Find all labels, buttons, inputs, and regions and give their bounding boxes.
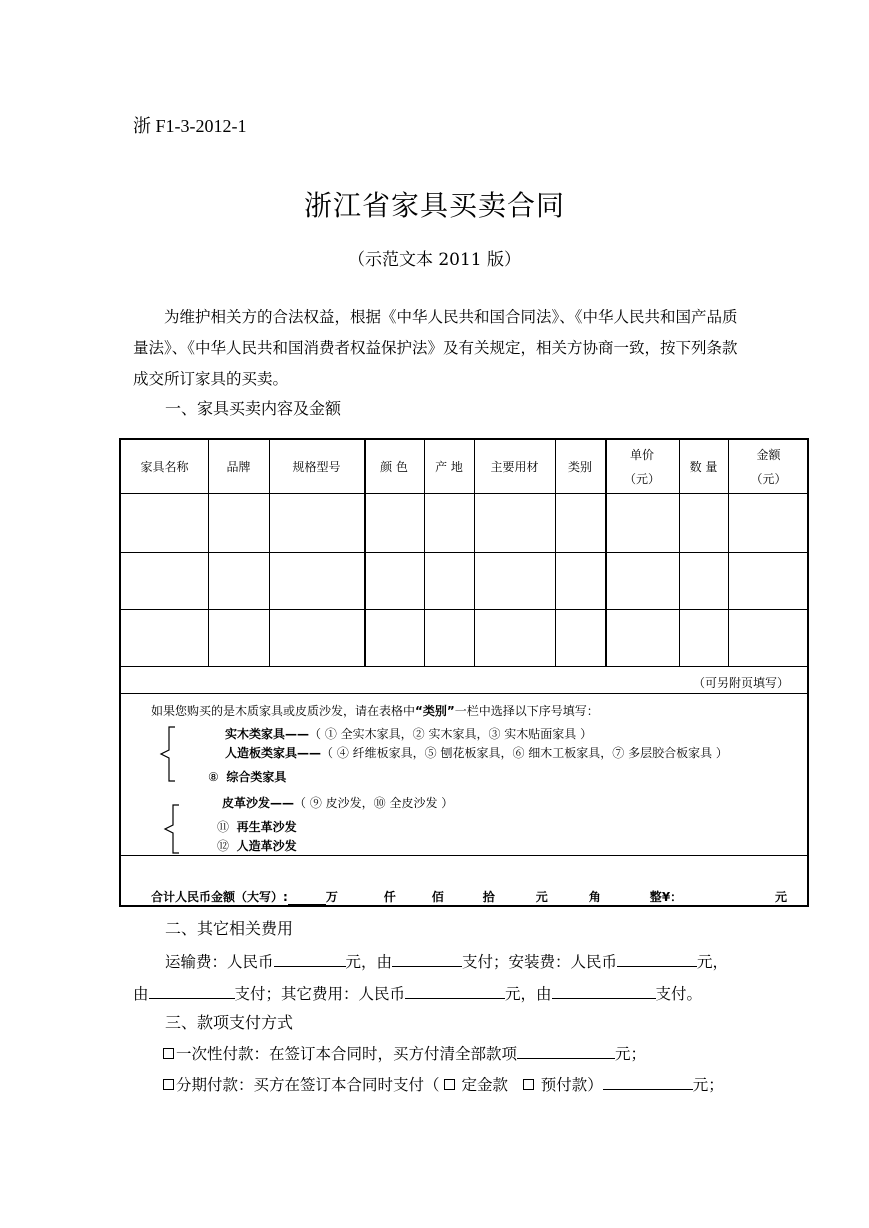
- install-fee-blank[interactable]: [617, 950, 697, 967]
- brace-icon: [155, 726, 179, 782]
- header-cell: 颜 色: [380, 459, 408, 474]
- header-cell: 金额 （元）: [750, 447, 787, 486]
- header-cell: 家具名称: [140, 459, 189, 474]
- header-cell: 规格型号: [292, 459, 341, 474]
- checkbox[interactable]: [523, 1079, 534, 1090]
- category-artificial-leather: ⑫ 人造革沙发: [217, 839, 297, 853]
- category-intro: 如果您购买的是木质家具或皮质沙发，请在表格中“类别”一栏中选择以下序号填写：: [151, 704, 599, 718]
- section-1-heading: 一、家具买卖内容及金额: [165, 399, 342, 418]
- pay-once-line: 一次性付款：在签订本合同时，买方付清全部款项 元；: [163, 1042, 646, 1064]
- other-fee-blank[interactable]: [405, 982, 505, 999]
- header-cell: 类别: [567, 459, 592, 474]
- section-3-heading: 三、款项支付方式: [165, 1013, 294, 1032]
- transport-fee-blank[interactable]: [274, 950, 346, 967]
- transport-payer-blank[interactable]: [392, 950, 462, 967]
- brace-icon: [159, 804, 183, 854]
- page-subtitle: （示范文本 2011 版）: [347, 250, 522, 270]
- pay-install-amount-blank[interactable]: [603, 1073, 693, 1090]
- section-2-heading: 二、其它相关费用: [165, 919, 294, 938]
- furniture-table: [119, 438, 809, 907]
- page-title: 浙江省家具买卖合同: [303, 189, 565, 222]
- category-solid-wood: 实木类家具——（ ① 全实木家具，② 实木家具，③ 实木贴面家具 ）: [225, 727, 593, 741]
- category-wood-board: 人造板类家具——（ ④ 纤维板家具，⑤ 刨花板家具，⑥ 细木工板家具，⑦ 多层胶合板家具 ）: [225, 746, 728, 760]
- category-leather-sofa: 皮革沙发——（ ⑨ 皮沙发，⑩ 全皮沙发 ）: [222, 796, 454, 810]
- category-mixed-wood: ⑧ 综合类家具: [208, 770, 287, 784]
- checkbox[interactable]: [163, 1048, 174, 1059]
- checkbox[interactable]: [163, 1079, 174, 1090]
- total-yuan-unit: 元: [774, 890, 787, 904]
- header-cell: 数 量: [689, 459, 718, 474]
- category-recycled-leather: ⑪ 再生革沙发: [217, 820, 297, 834]
- total-amount-row: 合计人民币金额（大写）: 万 仟 佰 拾 元 角 整¥：: [151, 890, 683, 904]
- fees-line-1: 运输费：人民币 元，由 支付；安装费：人民币 元，: [165, 950, 728, 972]
- other-payer-blank[interactable]: [552, 982, 656, 999]
- header-cell: 主要用材: [490, 459, 539, 474]
- checkbox[interactable]: [444, 1079, 455, 1090]
- fees-line-2: 由 支付；其它费用：人民币 元，由 支付。: [133, 982, 702, 1004]
- header-cell: 单价 （元）: [623, 447, 660, 486]
- intro-paragraph: 为维护相关方的合法权益，根据《中华人民共和国合同法》、《中华人民共和国产品质量法》、《中华人民共和国消费者权益保护法》及有关规定，相关方协商一致，按下列条款成交所订家具的买卖。: [133, 308, 738, 388]
- header-cell: 品牌: [226, 459, 251, 474]
- doc-code: 浙 F1-3-2012-1: [133, 116, 247, 136]
- pay-installment-line: 分期付款：买方在签订本合同时支付（ 定金款 预付款） 元；: [163, 1073, 724, 1095]
- header-cell: 产 地: [435, 459, 463, 474]
- pay-once-amount-blank[interactable]: [517, 1042, 615, 1059]
- install-payer-blank[interactable]: [149, 982, 235, 999]
- attach-note: （可另附页填写）: [692, 676, 789, 690]
